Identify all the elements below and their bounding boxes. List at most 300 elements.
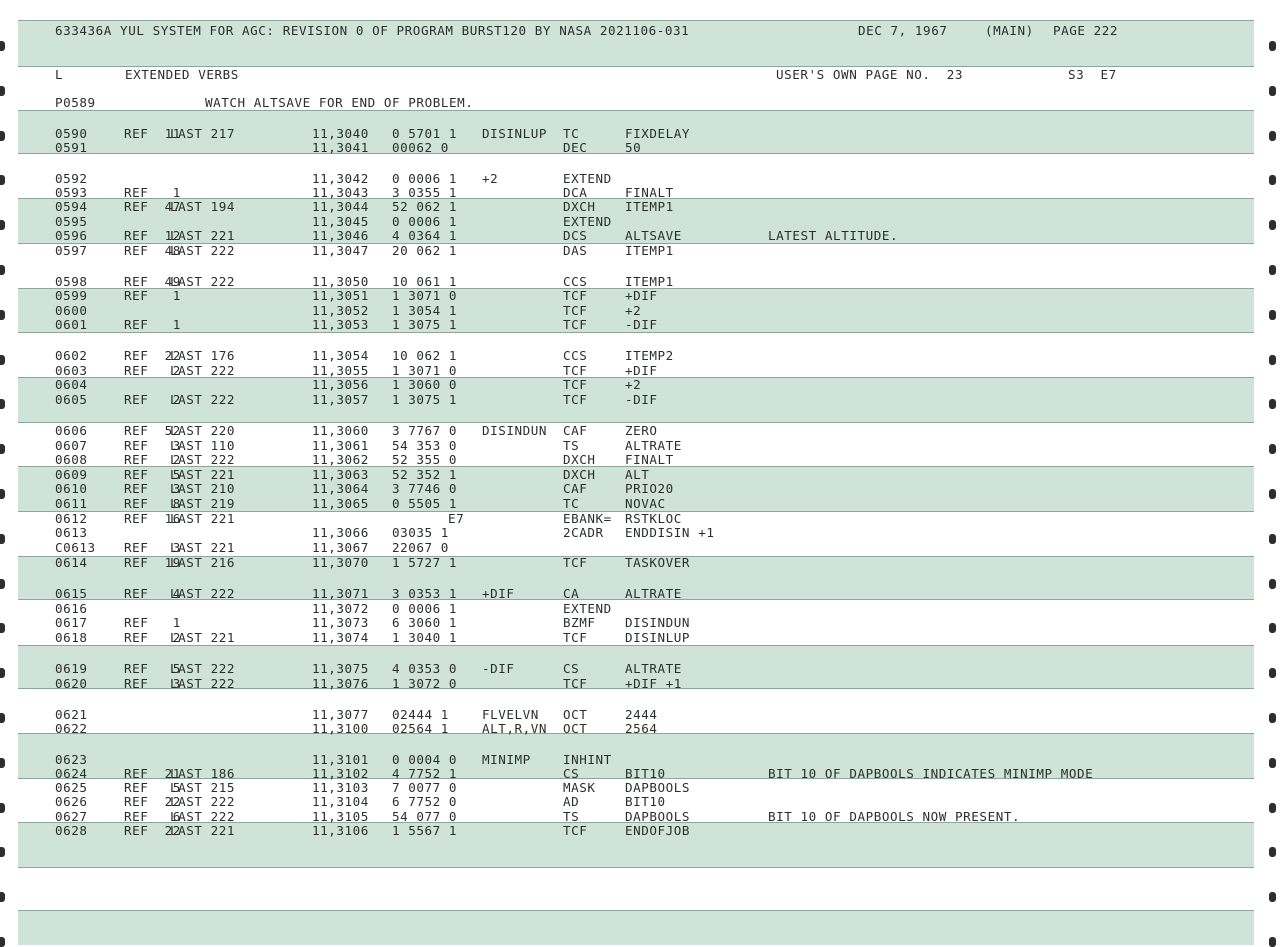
row-ref: REF 12 [124, 228, 181, 243]
row-ref: REF 2 [124, 392, 181, 407]
row-op: OCT [563, 721, 588, 736]
row-label: MINIMP [482, 752, 531, 767]
row-op: CAF [563, 481, 588, 496]
sprocket-hole-icon [0, 668, 5, 678]
header-id-line: 633436A YUL SYSTEM FOR AGC: REVISION 0 OF PROGRAM BURST120 BY NASA 2021106-031 [55, 23, 690, 38]
row-op: DXCH [563, 467, 596, 482]
row-octal: 6 7752 0 [392, 794, 458, 809]
row-ref: REF 8 [124, 496, 181, 511]
row-address: 11,3054 [312, 348, 369, 363]
row-address: 11,3073 [312, 615, 369, 630]
row-ref: REF 3 [124, 438, 181, 453]
row-ref: REF 48 [124, 243, 181, 258]
row-op: TCF [563, 676, 588, 691]
row-op: TS [563, 438, 580, 453]
row-line: 0612 [55, 511, 88, 526]
row-operand: FINALT [625, 452, 674, 467]
sprocket-hole-icon [1269, 937, 1276, 947]
row-operand: +2 [625, 377, 642, 392]
row-address: 11,3102 [312, 766, 369, 781]
row-op: DCS [563, 228, 588, 243]
sprocket-hole-icon [1269, 86, 1276, 96]
row-octal: 3 0355 1 [392, 185, 458, 200]
row-operand: ENDDISIN +1 [625, 525, 715, 540]
row-octal: 1 3040 1 [392, 630, 458, 645]
row-ref: REF 2 [124, 363, 181, 378]
row-ref: REF 21 [124, 766, 181, 781]
row-line: 0628 [55, 823, 88, 838]
row-address: 11,3076 [312, 676, 369, 691]
row-octal: 54 353 0 [392, 438, 458, 453]
row-operand: ITEMP1 [625, 243, 674, 258]
sprocket-hole-icon [0, 758, 5, 768]
row-octal: 1 3072 0 [392, 676, 458, 691]
sprocket-hole-icon [0, 579, 5, 589]
row-address: 11,3063 [312, 467, 369, 482]
row-label: DISINLUP [482, 126, 548, 141]
row-line: 0597 [55, 243, 88, 258]
row-op: DEC [563, 140, 588, 155]
row-line: 0610 [55, 481, 88, 496]
row-address: 11,3067 [312, 540, 369, 555]
row-operand: ITEMP1 [625, 199, 674, 214]
row-octal: 02444 1 [392, 707, 449, 722]
row-address: 11,3061 [312, 438, 369, 453]
row-address: 11,3055 [312, 363, 369, 378]
sprocket-hole-icon [1269, 892, 1276, 902]
row-operand: ALTRATE [625, 586, 682, 601]
row-line: 0593 [55, 185, 88, 200]
row-operand: ALTSAVE [625, 228, 682, 243]
row-operand: DISINLUP [625, 630, 691, 645]
sprocket-hole-icon [0, 937, 5, 947]
row-octal: 1 3075 1 [392, 392, 458, 407]
row-last: LAST 222 [170, 274, 236, 289]
sprocket-hole-icon [0, 265, 5, 275]
row-operand: DAPBOOLS [625, 780, 691, 795]
row-line: 0615 [55, 586, 88, 601]
row-line: 0617 [55, 615, 88, 630]
row-last: LAST 220 [170, 423, 236, 438]
band-rule [18, 645, 1254, 646]
row-octal: 0 5701 1 [392, 126, 458, 141]
row-line: 0609 [55, 467, 88, 482]
row-op: TCF [563, 555, 588, 570]
row-operand: ITEMP2 [625, 348, 674, 363]
row-line: 0619 [55, 661, 88, 676]
row-address: 11,3043 [312, 185, 369, 200]
row-op: TCF [563, 630, 588, 645]
sprocket-hole-icon [1269, 534, 1276, 544]
sprocket-hole-icon [1269, 713, 1276, 723]
sprocket-hole-icon [1269, 175, 1276, 185]
row-octal: 1 3054 1 [392, 303, 458, 318]
sprocket-hole-icon [1269, 220, 1276, 230]
row-octal: 10 061 1 [392, 274, 458, 289]
row-line: 0591 [55, 140, 88, 155]
sprocket-hole-icon [1269, 399, 1276, 409]
row-comment: LATEST ALTITUDE. [768, 228, 899, 243]
sprocket-hole-icon [0, 131, 5, 141]
row-line: 0604 [55, 377, 88, 392]
row-operand: +DIF +1 [625, 676, 682, 691]
row-last: LAST 194 [170, 199, 236, 214]
row-operand: 50 [625, 140, 642, 155]
row-last: LAST 222 [170, 363, 236, 378]
row-op: TS [563, 809, 580, 824]
row-line: 0600 [55, 303, 88, 318]
row-ref: REF 52 [124, 423, 181, 438]
sprocket-hole-icon [1269, 623, 1276, 633]
row-operand: BIT10 [625, 766, 666, 781]
row-octal: 52 062 1 [392, 199, 458, 214]
row-ref: REF 1 [124, 615, 181, 630]
row-ref: REF 49 [124, 274, 181, 289]
sprocket-hole-icon [1269, 355, 1276, 365]
row-op: EBANK= [563, 511, 612, 526]
row-op: DXCH [563, 452, 596, 467]
row-operand: ALTRATE [625, 438, 682, 453]
row-last: LAST 222 [170, 794, 236, 809]
row-op: CS [563, 661, 580, 676]
row-op: CS [563, 766, 580, 781]
row-octal: 54 077 0 [392, 809, 458, 824]
row-ref: REF 1 [124, 317, 181, 332]
row-op: INHINT [563, 752, 612, 767]
row-octal: 6 3060 1 [392, 615, 458, 630]
header-page: PAGE 222 [1053, 23, 1119, 38]
sprocket-hole-icon [0, 444, 5, 454]
row-last: LAST 176 [170, 348, 236, 363]
sprocket-hole-icon [1269, 668, 1276, 678]
row-comment: BIT 10 OF DAPBOOLS INDICATES MINIMP MODE [768, 766, 1094, 781]
row-ref: REF 3 [124, 676, 181, 691]
row-line: 0598 [55, 274, 88, 289]
row-line: 0603 [55, 363, 88, 378]
row-last: LAST 222 [170, 661, 236, 676]
sprocket-hole-icon [0, 623, 5, 633]
row-octal: 1 3071 0 [392, 288, 458, 303]
sprocket-hole-icon [1269, 41, 1276, 51]
row-line: 0620 [55, 676, 88, 691]
row-op: CAF [563, 423, 588, 438]
sprocket-hole-icon [0, 220, 5, 230]
sprocket-hole-icon [0, 399, 5, 409]
row-line: 0611 [55, 496, 88, 511]
row-op: CA [563, 586, 580, 601]
row-operand: DISINDUN [625, 615, 691, 630]
row-operand: +DIF [625, 288, 658, 303]
row-line: 0605 [55, 392, 88, 407]
row-address: 11,3071 [312, 586, 369, 601]
row-address: 11,3075 [312, 661, 369, 676]
sprocket-hole-icon [0, 803, 5, 813]
row-operand: FIXDELAY [625, 126, 691, 141]
band-rule [18, 867, 1254, 868]
green-bar-band [18, 910, 1254, 945]
band-rule [18, 110, 1254, 111]
row-octal: 0 0006 1 [392, 214, 458, 229]
row-octal: E7 [448, 511, 465, 526]
subheader-title: EXTENDED VERBS [125, 67, 239, 82]
subheader-users-page: USER'S OWN PAGE NO. 23 [776, 67, 964, 82]
row-last: LAST 222 [170, 392, 236, 407]
row-last: LAST 215 [170, 780, 236, 795]
row-address: 11,3101 [312, 752, 369, 767]
row-ref: REF 22 [124, 794, 181, 809]
row-line: 0594 [55, 199, 88, 214]
row-octal: 1 5567 1 [392, 823, 458, 838]
row-line: 0607 [55, 438, 88, 453]
row-op: 2CADR [563, 525, 604, 540]
row-line: 0614 [55, 555, 88, 570]
row-operand: TASKOVER [625, 555, 691, 570]
row-octal: 1 3075 1 [392, 317, 458, 332]
row-op: TCF [563, 377, 588, 392]
row-op: EXTEND [563, 171, 612, 186]
row-address: 11,3042 [312, 171, 369, 186]
sprocket-hole-icon [0, 534, 5, 544]
row-octal: 0 0004 0 [392, 752, 458, 767]
row-comment: BIT 10 OF DAPBOOLS NOW PRESENT. [768, 809, 1021, 824]
subheader-bank-code: S3 E7 [1068, 67, 1117, 82]
row-line: 0608 [55, 452, 88, 467]
row-ref: REF 3 [124, 481, 181, 496]
row-address: 11,3041 [312, 140, 369, 155]
row-last: LAST 222 [170, 243, 236, 258]
row-last: LAST 210 [170, 481, 236, 496]
row-ref: REF 5 [124, 661, 181, 676]
row-last: LAST 222 [170, 452, 236, 467]
row-address: 11,3060 [312, 423, 369, 438]
sprocket-hole-icon [1269, 444, 1276, 454]
row-address: 11,3077 [312, 707, 369, 722]
row-op: DCA [563, 185, 588, 200]
row-octal: 02564 1 [392, 721, 449, 736]
row-octal: 0 0006 1 [392, 171, 458, 186]
sprocket-hole-icon [0, 175, 5, 185]
row-operand: ITEMP1 [625, 274, 674, 289]
row-line: 0595 [55, 214, 88, 229]
row-line: 0618 [55, 630, 88, 645]
row-operand: BIT10 [625, 794, 666, 809]
row-line: 0626 [55, 794, 88, 809]
row-op: OCT [563, 707, 588, 722]
row-operand: -DIF [625, 317, 658, 332]
row-operand: ZERO [625, 423, 658, 438]
row-label: FLVELVN [482, 707, 539, 722]
row-octal: 4 0353 0 [392, 661, 458, 676]
row-ref: REF 2 [124, 630, 181, 645]
row-label: +2 [482, 171, 499, 186]
row-line: 0599 [55, 288, 88, 303]
row-ref: REF 5 [124, 780, 181, 795]
band-rule [18, 332, 1254, 333]
row-op: TC [563, 496, 580, 511]
sprocket-hole-icon [0, 310, 5, 320]
row-line: C0613 [55, 540, 96, 555]
row-ref: REF 4 [124, 586, 181, 601]
row-op: DXCH [563, 199, 596, 214]
row-octal: 3 7746 0 [392, 481, 458, 496]
row-address: 11,3070 [312, 555, 369, 570]
row-line: 0606 [55, 423, 88, 438]
row-op: TCF [563, 317, 588, 332]
row-address: 11,3045 [312, 214, 369, 229]
row-address: 11,3046 [312, 228, 369, 243]
row-ref: REF 22 [124, 348, 181, 363]
row-last: LAST 222 [170, 676, 236, 691]
row-last: LAST 217 [170, 126, 236, 141]
header-section: (MAIN) [985, 23, 1034, 38]
sprocket-hole-icon [1269, 310, 1276, 320]
row-last: LAST 221 [170, 511, 236, 526]
row-last: LAST 186 [170, 766, 236, 781]
row-op: TCF [563, 392, 588, 407]
row-last: LAST 222 [170, 809, 236, 824]
sprocket-hole-icon [1269, 489, 1276, 499]
row-octal: 4 0364 1 [392, 228, 458, 243]
row-octal: 52 355 0 [392, 452, 458, 467]
sprocket-hole-icon [1269, 265, 1276, 275]
row-address: 11,3064 [312, 481, 369, 496]
sprocket-hole-icon [0, 41, 5, 51]
row-op: TCF [563, 823, 588, 838]
row-address: 11,3051 [312, 288, 369, 303]
sprocket-hole-icon [1269, 803, 1276, 813]
sprocket-hole-icon [0, 489, 5, 499]
row-line: 0627 [55, 809, 88, 824]
row-ref: REF 22 [124, 823, 181, 838]
row-op: BZMF [563, 615, 596, 630]
row-ref: REF 11 [124, 126, 181, 141]
row-last: LAST 221 [170, 228, 236, 243]
row-op: DAS [563, 243, 588, 258]
row-ref: REF 5 [124, 467, 181, 482]
row-line: 0601 [55, 317, 88, 332]
row-address: 11,3103 [312, 780, 369, 795]
row-line: 0623 [55, 752, 88, 767]
row-octal: 22067 0 [392, 540, 449, 555]
sprocket-hole-icon [0, 847, 5, 857]
row-ref: REF 1 [124, 185, 181, 200]
row-last: LAST 216 [170, 555, 236, 570]
row-ref: REF 2 [124, 452, 181, 467]
band-rule [18, 20, 1254, 21]
row-op: CCS [563, 274, 588, 289]
row-last: LAST 222 [170, 586, 236, 601]
sprocket-hole-icon [1269, 131, 1276, 141]
row-line: 0624 [55, 766, 88, 781]
row-operand: DAPBOOLS [625, 809, 691, 824]
row-address: 11,3072 [312, 601, 369, 616]
row-op: TCF [563, 288, 588, 303]
row-octal: 1 5727 1 [392, 555, 458, 570]
row-address: 11,3062 [312, 452, 369, 467]
row-ref: REF 1 [124, 288, 181, 303]
row-last: LAST 219 [170, 496, 236, 511]
row-address: 11,3057 [312, 392, 369, 407]
row-address: 11,3066 [312, 525, 369, 540]
row-op: TCF [563, 363, 588, 378]
row-operand: PRIO20 [625, 481, 674, 496]
row-octal: 03035 1 [392, 525, 449, 540]
row-address: 11,3050 [312, 274, 369, 289]
row-line: 0592 [55, 171, 88, 186]
row-address: 11,3056 [312, 377, 369, 392]
row-operand: RSTKLOC [625, 511, 682, 526]
row-last: LAST 221 [170, 823, 236, 838]
row-operand: +DIF [625, 363, 658, 378]
header-date: DEC 7, 1967 [858, 23, 948, 38]
row-octal: 3 7767 0 [392, 423, 458, 438]
sprocket-hole-icon [1269, 579, 1276, 589]
row-line: 0613 [55, 525, 88, 540]
row-octal: 52 352 1 [392, 467, 458, 482]
row-label: -DIF [482, 661, 515, 676]
comment-line-label: P0589 [55, 95, 96, 110]
row-address: 11,3040 [312, 126, 369, 141]
row-line: 0621 [55, 707, 88, 722]
row-operand: +2 [625, 303, 642, 318]
row-address: 11,3044 [312, 199, 369, 214]
sprocket-hole-icon [1269, 847, 1276, 857]
row-operand: -DIF [625, 392, 658, 407]
row-octal: 10 062 1 [392, 348, 458, 363]
row-address: 11,3047 [312, 243, 369, 258]
row-address: 11,3052 [312, 303, 369, 318]
subheader-flag: L [55, 67, 64, 82]
row-op: CCS [563, 348, 588, 363]
band-rule [18, 910, 1254, 911]
row-last: LAST 221 [170, 540, 236, 555]
row-address: 11,3053 [312, 317, 369, 332]
row-operand: ENDOFJOB [625, 823, 691, 838]
row-line: 0590 [55, 126, 88, 141]
row-operand: NOVAC [625, 496, 666, 511]
row-ref: REF 3 [124, 540, 181, 555]
row-address: 11,3106 [312, 823, 369, 838]
row-line: 0616 [55, 601, 88, 616]
row-octal: 1 3071 0 [392, 363, 458, 378]
row-ref: REF 6 [124, 809, 181, 824]
row-label: DISINDUN [482, 423, 548, 438]
row-address: 11,3100 [312, 721, 369, 736]
row-address: 11,3105 [312, 809, 369, 824]
row-operand: 2444 [625, 707, 658, 722]
row-ref: REF 16 [124, 511, 181, 526]
row-octal: 0 5505 1 [392, 496, 458, 511]
row-address: 11,3065 [312, 496, 369, 511]
row-line: 0625 [55, 780, 88, 795]
row-op: TC [563, 126, 580, 141]
row-line: 0596 [55, 228, 88, 243]
row-octal: 4 7752 1 [392, 766, 458, 781]
row-op: EXTEND [563, 214, 612, 229]
sprocket-hole-icon [0, 892, 5, 902]
row-operand: ALT [625, 467, 650, 482]
row-op: EXTEND [563, 601, 612, 616]
row-op: MASK [563, 780, 596, 795]
sprocket-hole-icon [0, 713, 5, 723]
row-octal: 00062 0 [392, 140, 449, 155]
row-address: 11,3074 [312, 630, 369, 645]
row-operand: 2564 [625, 721, 658, 736]
row-operand: FINALT [625, 185, 674, 200]
sprocket-hole-icon [0, 86, 5, 96]
row-octal: 20 062 1 [392, 243, 458, 258]
row-octal: 0 0006 1 [392, 601, 458, 616]
